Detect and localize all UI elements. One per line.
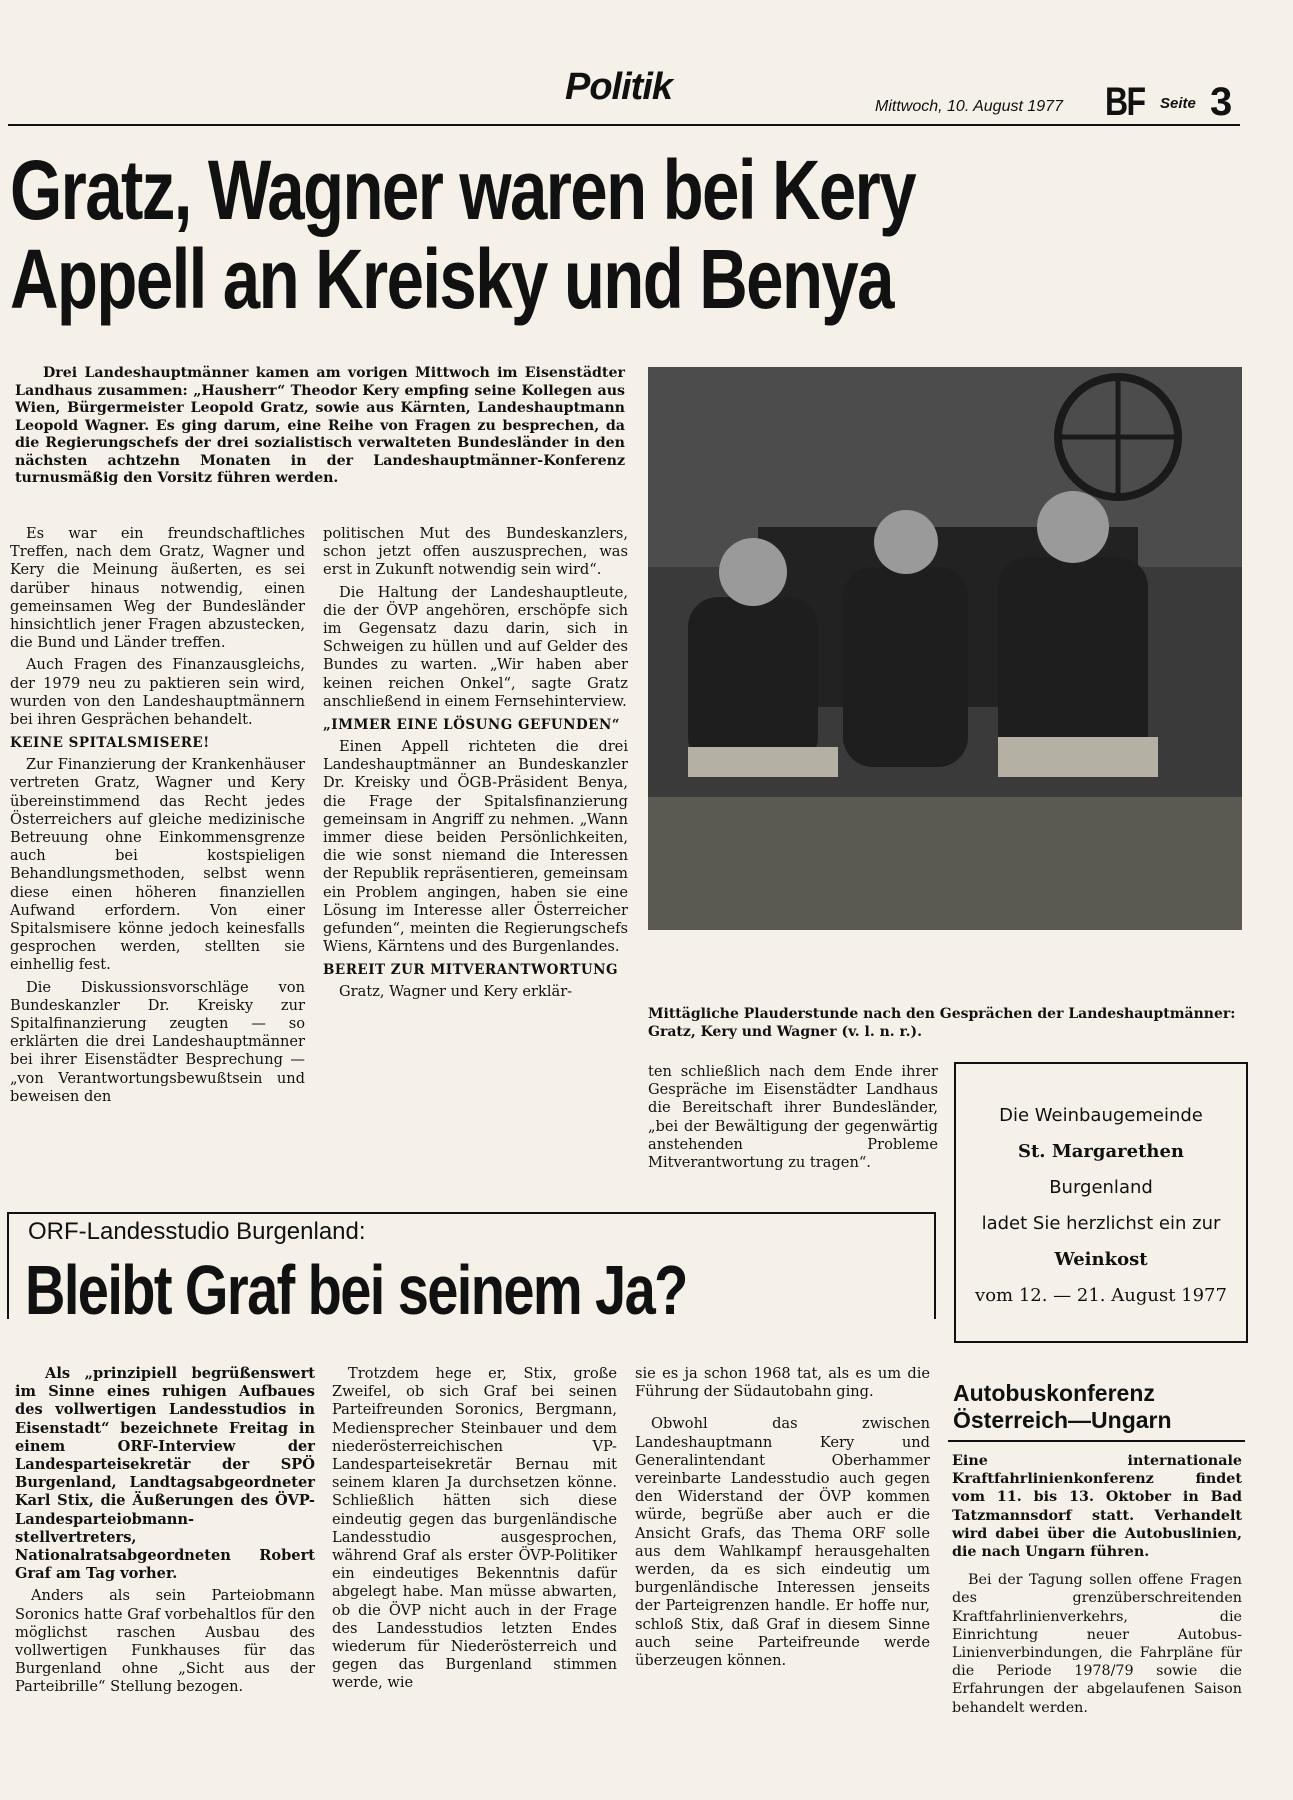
article2-column3: [635, 1365, 930, 1674]
article1-column2: [323, 525, 628, 1006]
header-rule: [8, 124, 1240, 126]
orf-kicker: ORF-Landesstudio Burgenland:: [28, 1218, 366, 1245]
article2-lead: Als „prinzipiell begrüßenswert im Sinne eines ruhigen Aufbaues des vollwertigen Landesstudios in Eisenstadt“ bezeichnete Freitag in einem ORF-Interview der Landesparteisekretär der SPÖ Burgenland, Landtagsabgeordneter Karl Stix, die Äußerungen des ÖVP-Landesparteiobmann-stellvertreters, Nationalratsabgeordneten Robert Graf am Tag vorher.: [15, 1365, 315, 1583]
ad-line1: Die Weinbaugemeinde: [999, 1105, 1203, 1126]
main-headline-line2: Appell an Kreisky und Benya: [10, 232, 893, 326]
issue-date: Mittwoch, 10. August 1977: [875, 98, 1063, 115]
bus-headline-line1: Autobuskonferenz: [953, 1380, 1155, 1406]
article1-col1-p3: Zur Finanzierung der Krankenhäuser vertreten Gratz, Wagner und Kery übereinstimmend das Recht jedes Österreichers auf gleiche medizinische Betreuung ohne Einkommensgrenze auch bei kostspieligen Behandlungsmethoden, selbst wenn diese einen höheren finanziellen Aufwand erfordern. Von einer Spitalsmisere könne jedoch keinesfalls gesprochen werden, stellten sie einhellig fest.: [10, 756, 305, 974]
article1-col1-p4: Die Diskussionsvorschläge von Bundeskanzler Dr. Kreisky zur Spitalfinanzierung zeugten — so erklärten die drei Landeshauptmänner bei ihrer Eisenstädter Besprechung — „von Verantwortungsbewußtsein und beweisen den: [10, 978, 305, 1105]
article1-col2-p3: Einen Appell richteten die drei Landeshauptmänner an Bundeskanzler Dr. Kreisky und ÖGB-Präsident Benya, die Frage der Spitalsfinanzierung gemeinsam in Angriff zu nehmen. „Wann immer diese beiden Persönlichkeiten, die wie sonst niemand die Interessen der Republik repräsentieren, gemeinsam ein Problem angingen, haben sie eine Lösung im Interesse aller Österreicher gefunden“, meinten die Regierungschefs Wiens, Kärntens und des Burgenlandes.: [323, 738, 628, 956]
photo-three-governors: [648, 367, 1242, 930]
article1-col2-p1: politischen Mut des Bundeskanzlers, schon jetzt offen auszusprechen, was erst in Zukunft notwendig sein wird“.: [323, 525, 628, 579]
article1-subhead-mitverantwortung: BEREIT ZUR MITVERANTWORTUNG: [323, 962, 619, 979]
article1-column3: [648, 1063, 938, 1176]
ad-line3: Burgenland: [1049, 1177, 1153, 1198]
article3-body: [952, 1452, 1242, 1721]
bus-headline-line2: Österreich—Ungarn: [953, 1407, 1172, 1433]
weinkost-advertisement: [954, 1062, 1248, 1343]
article2-col1-p1: Anders als sein Parteiobmann Soronics hatte Graf vorbehaltlos für den möglichst raschen Ausbau des vollwertigen Funkhauses für das Burgenland ohne „Sicht aus der Parteibrille“ Stellung bezogen.: [15, 1587, 315, 1696]
article1-col2-p2: Die Haltung der Landeshauptleute, die der ÖVP angehören, erschöpfe sich im Gegensatz dazu darin, sich in Schweigen zu hüllen und auf Gelder des Bundes zu warten. „Wir haben aber keinen reichen Onkel“, sagte Gratz anschließend in einem Fernsehinterview.: [323, 583, 628, 710]
article3-lead: Eine internationale Kraftfahrlinienkonferenz findet vom 11. bis 13. Oktober in Bad Tatzmannsdorf statt. Verhandelt wird dabei über die Autobuslinien, die nach Ungarn führen.: [952, 1453, 1242, 1561]
article1-lead: Drei Landeshauptmänner kamen am vorigen Mittwoch im Eisenstädter Landhaus zusammen: „Hausherr“ Theodor Kery empfing seine Kollegen aus Wien, Bürgermeister Leopold Gratz, sowie aus Kärnten, Landeshauptmann Leopold Wagner. Es ging darum, eine Reihe von Fragen zu besprechen, da die Regierungschefs der drei sozialistisch verwalteten Bundesländer in den nächsten achtzehn Monaten in der Landeshauptmänner-Konferenz turnusmäßig den Vorsitz führen werden.: [15, 365, 625, 486]
bus-conference-headline: [953, 1380, 1172, 1434]
article2-column1: [15, 1365, 315, 1701]
ad-line5: Weinkost: [1054, 1249, 1148, 1270]
photo-illustration: [648, 367, 1242, 930]
ad-line6: vom 12. — 21. August 1977: [975, 1285, 1227, 1306]
article1-column1: [10, 525, 305, 1110]
section-title: Politik: [565, 66, 673, 108]
article2-col3-p2: Obwohl das zwischen Landeshauptmann Kery und Generalintendant Oberhammer vereinbarte Landesstudio auch gegen den Widerstand der ÖVP kommen würde, begrüße aber auch er die Ansicht Grafs, das Thema ORF solle aus dem Wahlkampf herausgehalten werden, da es sich eindeutig um burgenländische Interessen jenseits der Parteigrenzen handle. Er hoffe nur, schloß Stix, daß Graf in diesem Sinne auch seine Parteifreunde werde überzeugen können.: [635, 1415, 930, 1670]
article1-subhead-spitalsmisere: KEINE SPITALSMISERE!: [10, 735, 210, 752]
article1-col1-p1: Es war ein freundschaftliches Treffen, nach dem Gratz, Wagner und Kery die Meinung äußerten, es sei darüber hinaus notwendig, einen gemeinsamen Weg der Bundesländer hinsichtlich jener Fragen abzustecken, die Bund und Länder treffen.: [10, 525, 305, 652]
ad-line4: ladet Sie herzlichst ein zur: [981, 1213, 1221, 1234]
article1-col1-p2: Auch Fragen des Finanzausgleichs, der 1979 neu zu paktieren sein wird, wurden von den Landeshauptmännern bei ihren Gesprächen behandelt.: [10, 656, 305, 729]
bus-rule: [948, 1440, 1245, 1442]
article2-col3-p1: sie es ja schon 1968 tat, als es um die Führung der Südautobahn ging.: [635, 1365, 930, 1401]
seite-label: Seite: [1160, 95, 1196, 112]
ad-line2: St. Margarethen: [1017, 1141, 1185, 1162]
photo-caption: Mittägliche Plauderstunde nach den Gesprächen der Landeshauptmänner: Gratz, Kery und Wagner (v. l. n. r.).: [648, 1006, 1236, 1040]
orf-headline: Bleibt Graf bei seinem Ja?: [25, 1251, 687, 1329]
article2-col2-p1: Trotzdem hege er, Stix, große Zweifel, ob sich Graf bei seinen Parteifreunden Soronics, Bergmann, Mediensprecher Steinbauer und dem niederösterreichischen VP-Landesparteisekretär Bernau mit seinem klaren Ja durchsetzen könne. Schließlich hätten sich diese eindeutig gegen das burgenländische Landesstudio ausgesprochen, während Graf als erster ÖVP-Politiker ein eindeutiges Bekenntnis dafür abgelegt habe. Man müsse abwarten, ob die ÖVP nicht auch in der Frage des Landesstudios letzten Endes wiederum für Niederösterreich und gegen das Burgenland stimmen werde, wie: [332, 1365, 617, 1692]
newspaper-logo: BF: [1105, 80, 1145, 124]
article1-subhead-loesung: „IMMER EINE LÖSUNG GEFUNDEN“: [323, 717, 621, 734]
article1-col3-p1: ten schließlich nach dem Ende ihrer Gespräche im Eisenstädter Landhaus die Bereitschaft ihrer Bundesländer, „bei der Bewältigung der gegenwärtig anstehenden Probleme Mitverantwortung zu tragen“.: [648, 1063, 938, 1172]
article3-p1: Bei der Tagung sollen offene Fragen des grenzüberschreitenden Kraftfahrlinienverkehrs, die Einrichtung neuer Autobus-Linienverbindungen, die Fahrpläne für die Periode 1978/79 sowie die Erfahrungen der abgelaufenen Saison behandelt werden.: [952, 1572, 1242, 1716]
page-number: 3: [1210, 80, 1233, 124]
article1-col2-p4: Gratz, Wagner und Kery erklär-: [339, 983, 573, 1001]
main-headline-line1: Gratz, Wagner waren bei Kery: [10, 143, 915, 237]
article2-column2: [332, 1365, 617, 1697]
